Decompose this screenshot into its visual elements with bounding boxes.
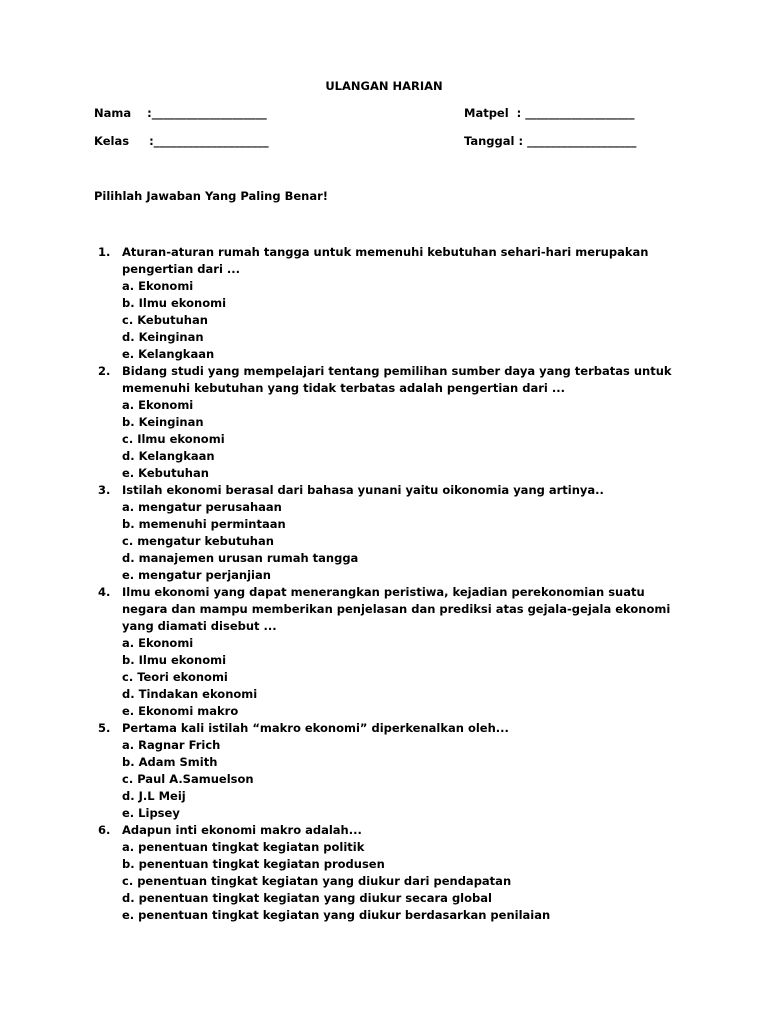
option-d: d. J.L Meij — [122, 789, 186, 803]
question-number: 4. — [98, 585, 111, 599]
option-e: e. Lipsey — [122, 806, 180, 820]
option-list — [0, 278, 768, 363]
question-text: Ilmu ekonomi yang dapat menerangkan peristiwa, kejadian perekonomian suatu negara dan mampu memberikan penjelasan dan prediksi atas gejala-gejala ekonomi yang diamati disebut ... — [122, 585, 671, 633]
option-e: e. Kelangkaan — [122, 347, 215, 361]
option-a: a. penentuan tingkat kegiatan politik — [122, 840, 365, 854]
option-b: b. Keinginan — [122, 415, 204, 429]
question-4 — [0, 584, 768, 720]
option-c: c. Kebutuhan — [122, 313, 208, 327]
option-d: d. Kelangkaan — [122, 449, 215, 463]
question-number: 5. — [98, 721, 111, 735]
option-e: e. Kebutuhan — [122, 466, 209, 480]
option-b: b. Ilmu ekonomi — [122, 296, 227, 310]
question-text: Pertama kali istilah “makro ekonomi” diperkenalkan oleh... — [122, 721, 509, 735]
option-d: d. Keinginan — [122, 330, 204, 344]
option-c: c. mengatur kebutuhan — [122, 534, 274, 548]
option-a: a. Ragnar Frich — [122, 738, 221, 752]
option-c: c. Ilmu ekonomi — [122, 432, 225, 446]
option-b: b. Ilmu ekonomi — [122, 653, 227, 667]
option-e: e. Ekonomi makro — [122, 704, 239, 718]
option-a: a. Ekonomi — [122, 279, 194, 293]
option-d: d. Tindakan ekonomi — [122, 687, 258, 701]
option-list — [0, 737, 768, 822]
question-text: Istilah ekonomi berasal dari bahasa yunani yaitu oikonomia yang artinya.. — [122, 483, 604, 497]
question-list — [0, 244, 768, 924]
option-b: b. memenuhi permintaan — [122, 517, 286, 531]
question-2 — [0, 363, 768, 482]
option-c: c. penentuan tingkat kegiatan yang diukur dari pendapatan — [122, 874, 512, 888]
question-number: 3. — [98, 483, 111, 497]
instruction: Pilihlah Jawaban Yang Paling Benar! — [94, 189, 329, 203]
question-text: Aturan-aturan rumah tangga untuk memenuhi kebutuhan sehari-hari merupakan pengertian dari ... — [122, 245, 649, 276]
question-text: Adapun inti ekonomi makro adalah... — [122, 823, 362, 837]
question-6 — [0, 822, 768, 924]
option-list — [0, 839, 768, 924]
option-list — [0, 635, 768, 720]
matpel-field: Matpel : ___________________ — [464, 106, 635, 120]
question-1 — [0, 244, 768, 363]
question-number: 6. — [98, 823, 111, 837]
question-5 — [0, 720, 768, 822]
option-d: d. penentuan tingkat kegiatan yang diukur secara global — [122, 891, 492, 905]
option-list — [0, 499, 768, 584]
option-d: d. manajemen urusan rumah tangga — [122, 551, 359, 565]
document-title: ULANGAN HARIAN — [325, 79, 443, 93]
tanggal-field: Tanggal : ___________________ — [464, 134, 637, 148]
option-e: e. penentuan tingkat kegiatan yang diukur berdasarkan penilaian — [122, 908, 551, 922]
option-b: b. Adam Smith — [122, 755, 218, 769]
option-a: a. mengatur perusahaan — [122, 500, 282, 514]
option-c: c. Paul A.Samuelson — [122, 772, 254, 786]
question-text: Bidang studi yang mempelajari tentang pemilihan sumber daya yang terbatas untuk memenuhi kebutuhan yang tidak terbatas adalah pengertian dari ... — [122, 364, 672, 395]
option-c: c. Teori ekonomi — [122, 670, 228, 684]
question-3 — [0, 482, 768, 584]
question-number: 1. — [98, 245, 111, 259]
option-list — [0, 397, 768, 482]
option-a: a. Ekonomi — [122, 636, 194, 650]
option-b: b. penentuan tingkat kegiatan produsen — [122, 857, 385, 871]
kelas-field: Kelas :____________________ — [94, 134, 269, 148]
option-a: a. Ekonomi — [122, 398, 194, 412]
option-e: e. mengatur perjanjian — [122, 568, 271, 582]
question-number: 2. — [98, 364, 111, 378]
nama-field: Nama :____________________ — [94, 106, 267, 120]
